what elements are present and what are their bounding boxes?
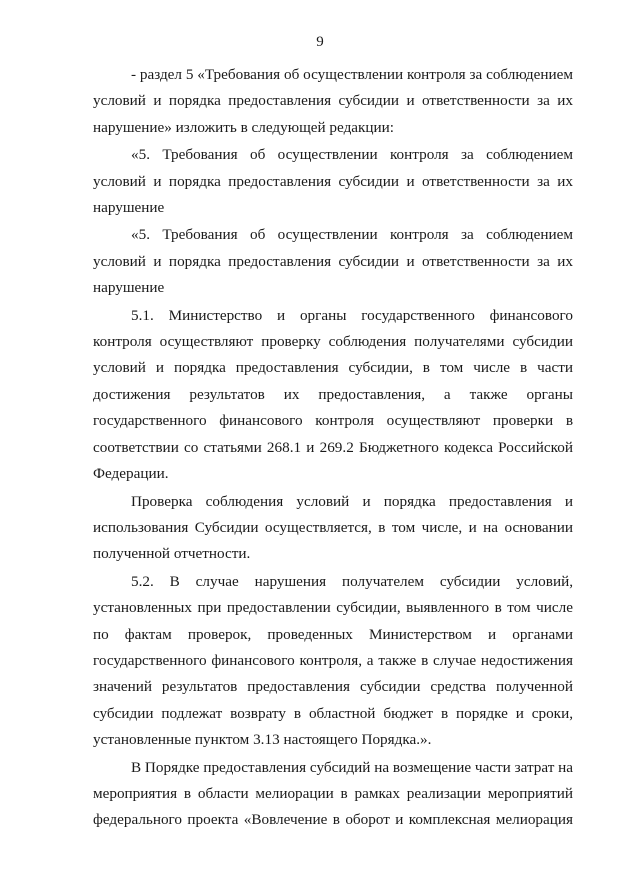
paragraph: [93, 222, 573, 301]
text-line: нарушение: [93, 199, 165, 217]
text-line: В Порядке предоставления субсидий на возмещение части затрат на: [131, 758, 574, 776]
text-line: федерального проекта «Вовлечение в оборот и комплексная мелиорация: [93, 811, 573, 829]
text-line: по фактам проверок, проведенных Министерством и органами: [93, 625, 573, 643]
text-line: установленных при предоставлении субсидии, выявленного в том числе: [93, 599, 573, 617]
paragraph: [93, 303, 573, 488]
text-line: использования Субсидии осуществляется, в том числе, и на основании: [93, 518, 573, 536]
text-line: Проверка соблюдения условий и порядка предоставления и: [131, 492, 573, 510]
text-line: установленные пунктом 3.13 настоящего Порядка.».: [93, 731, 432, 749]
text-line: условий и порядка предоставления субсидии и ответственности за их: [93, 172, 573, 190]
text-line: условий и порядка предоставления субсидии и ответственности за их: [93, 92, 573, 110]
paragraph: [93, 62, 573, 141]
text-line: субсидии подлежат возврату в областной бюджет в порядке и сроки,: [93, 704, 573, 722]
text-line: мероприятия в области мелиорации в рамках реализации мероприятий: [93, 784, 573, 802]
text-line: государственного финансового контроля, а также в случае недостижения: [93, 651, 573, 669]
page-number: 9: [316, 34, 324, 50]
text-line: условий и порядка предоставления субсидии и ответственности за их: [93, 252, 573, 270]
text-line: нарушение: [93, 279, 165, 297]
text-line: соответствии со статьями 268.1 и 269.2 Бюджетного кодекса Российской: [93, 438, 573, 456]
paragraph: [93, 489, 573, 568]
text-line: - раздел 5 «Требования об осуществлении контроля за соблюдением: [131, 66, 573, 83]
text-line: значений результатов предоставления субсидии средства полученной: [93, 678, 573, 696]
text-line: «5. Требования об осуществлении контроля за соблюдением: [131, 146, 573, 164]
text-line: 5.1. Министерство и органы государственного финансового: [131, 306, 573, 324]
text-line: контроля осуществляют проверку соблюдения получателями субсидии: [93, 333, 573, 351]
text-line: достижения результатов их предоставления, а также органы: [93, 385, 573, 403]
text-line: нарушение» изложить в следующей редакции:: [93, 118, 395, 136]
text-line: 5.2. В случае нарушения получателем субсидии условий,: [131, 572, 573, 590]
text-line: полученной отчетности.: [93, 545, 251, 563]
paragraph: [93, 142, 573, 221]
text-line: «5. Требования об осуществлении контроля за соблюдением: [131, 226, 573, 244]
text-line: Федерации.: [93, 465, 169, 483]
paragraph: [93, 569, 573, 754]
text-line: государственного финансового контроля осуществляют проверки в: [93, 412, 573, 430]
document-body: [93, 62, 573, 835]
text-line: условий и порядка предоставления субсидии, в том числе в части: [93, 359, 573, 377]
paragraph: [93, 755, 573, 834]
